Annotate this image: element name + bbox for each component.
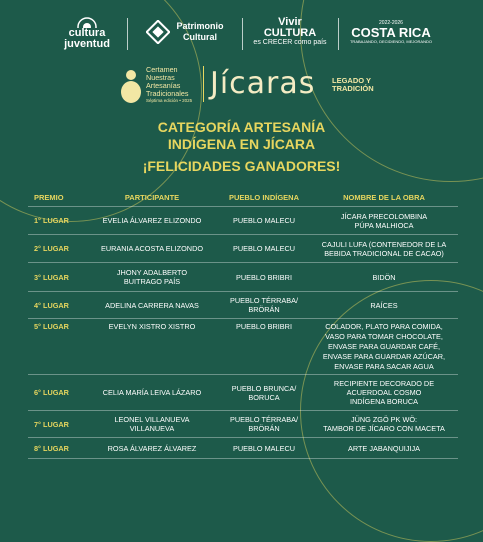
table-row [28, 292, 458, 319]
cell-premio: 4° LUGAR [34, 300, 69, 310]
patrimonio-logo [135, 8, 235, 56]
category-title-line-1: CATEGORÍA ARTESANÍA [157, 119, 326, 135]
certamen-line: Artesanías [146, 81, 181, 90]
header-participante: PARTICIPANTE [124, 193, 180, 202]
cell-pueblo: PUEBLO BRIBRI [236, 272, 292, 282]
header-obra: NOMBRE DE LA OBRA [343, 193, 425, 202]
costa-rica-logo [346, 8, 436, 56]
congratulations-title: ¡FELICIDADES GANADORES! [142, 158, 341, 174]
cell-pueblo: PUEBLO MALECU [232, 216, 296, 225]
gourd-icon [120, 66, 142, 104]
cell-pueblo: PUEBLO TÉRRABA/ BRÖRÁN [230, 296, 298, 314]
cell-premio: 6° LUGAR [34, 388, 69, 397]
cell-premio: 5° LUGAR [34, 322, 69, 331]
divider [127, 18, 128, 50]
header-premio: PREMIO [34, 193, 64, 202]
table-row [28, 438, 458, 459]
jicaras-wordmark: Jícaras [210, 66, 316, 101]
cell-participante: EVELYN XISTRO XISTRO [108, 322, 196, 331]
certamen-line: Nuestras [146, 73, 175, 82]
cell-participante: LEONEL VILLANUEVA VILLANUEVA [114, 415, 190, 433]
certamen-text [146, 66, 192, 104]
logo-text: Vivir [278, 16, 302, 28]
divider [242, 18, 243, 50]
cell-participante: EURANIA ACOSTA ELIZONDO [100, 244, 204, 253]
cell-pueblo: PUEBLO MALECU [232, 244, 296, 253]
cell-pueblo: PUEBLO MALECU [232, 443, 296, 453]
cell-premio: 8° LUGAR [34, 443, 69, 453]
cell-participante: EVELIA ÁLVAREZ ELIZONDO [102, 216, 202, 225]
diamond-icon [146, 20, 170, 44]
logo-text: juventud [64, 38, 110, 50]
logo-text: COSTA RICA [351, 24, 431, 40]
cell-participante: ADELINA CARRERA NAVAS [105, 300, 199, 310]
cell-premio: 1° LUGAR [34, 216, 69, 225]
cell-obra: RAÍCES [370, 300, 398, 310]
cell-participante: JHONY ADALBERTO BUITRAGO PAÍS [116, 268, 188, 286]
table-row [28, 207, 458, 235]
logo-text: TRABAJANDO, DECIDIENDO, MEJORANDO [349, 38, 432, 44]
table-row [28, 411, 458, 438]
cell-obra: JÍCARA PRECOLOMBINA PÚPA MALHIOCA [340, 211, 428, 230]
cell-participante: CELIA MARÍA LEIVA LÁZARO [102, 388, 202, 397]
logo-text: CULTURA [263, 27, 317, 39]
cell-pueblo: PUEBLO TÉRRABA/ BRÖRÁN [230, 415, 298, 433]
logo-strip [0, 8, 483, 60]
cell-obra: ARTE JABANQUIJIJA [347, 443, 421, 453]
cell-premio: 3° LUGAR [34, 272, 69, 282]
certamen-line: Tradicionales [146, 89, 189, 98]
divider [338, 18, 339, 50]
cell-obra: BIDÖN [372, 272, 396, 282]
table-row [28, 235, 458, 263]
logo-text: Cultural [182, 32, 217, 42]
certamen-banner [120, 64, 380, 106]
header-pueblo: PUEBLO INDÍGENA [228, 193, 299, 202]
table-row [28, 263, 458, 292]
logo-text: Patrimonio [176, 21, 224, 31]
cell-obra: RECIPIENTE DECORADO DE ACUERDOAL COSMO INDÍGENA BORUCA [333, 379, 435, 406]
table-header [28, 190, 458, 207]
cell-premio: 7° LUGAR [34, 419, 69, 429]
cell-obra: COLADOR, PLATO PARA COMIDA, VASO PARA TOMAR CHOCOLATE, ENVASE PARA GUARDAR CAFÉ, ENVASE PARA GUARDAR AZÚCAR, ENVASE PARA SACAR AGUA [322, 322, 446, 371]
cell-obra: CAJULI LUFA (CONTENEDOR DE LA BEBIDA TRADICIONAL DE CACAO) [321, 239, 447, 258]
logo-text: 2022-2026 [379, 19, 403, 26]
sun-icon [74, 14, 100, 28]
tagline-line: TRADICIÓN [332, 84, 374, 93]
table-row [28, 375, 458, 411]
logo-text: es CRECER como país [253, 39, 327, 46]
category-title-line-2: INDÍGENA EN JÍCARA [167, 136, 316, 152]
cell-pueblo: PUEBLO BRIBRI [236, 322, 292, 331]
divider [203, 66, 204, 102]
cultura-juventud-logo [52, 8, 122, 56]
certamen-edition: Séptima edición • 2025 [146, 98, 193, 103]
vivir-cultura-logo [250, 8, 330, 56]
certamen-line: Certamen [146, 65, 178, 74]
cell-obra: JÜNG ZGÖ PK WÖ: TAMBOR DE JÍCARO CON MACETA [323, 415, 445, 433]
table-row [28, 319, 458, 375]
cell-participante: ROSA ÁLVAREZ ÁLVAREZ [107, 443, 197, 453]
cell-pueblo: PUEBLO BRUNCA/ BORUCA [231, 383, 297, 402]
logo-text: cultura [68, 27, 106, 39]
tagline-line: LEGADO Y [332, 76, 372, 85]
legado-tagline [332, 77, 374, 93]
cell-premio: 2° LUGAR [34, 244, 69, 253]
